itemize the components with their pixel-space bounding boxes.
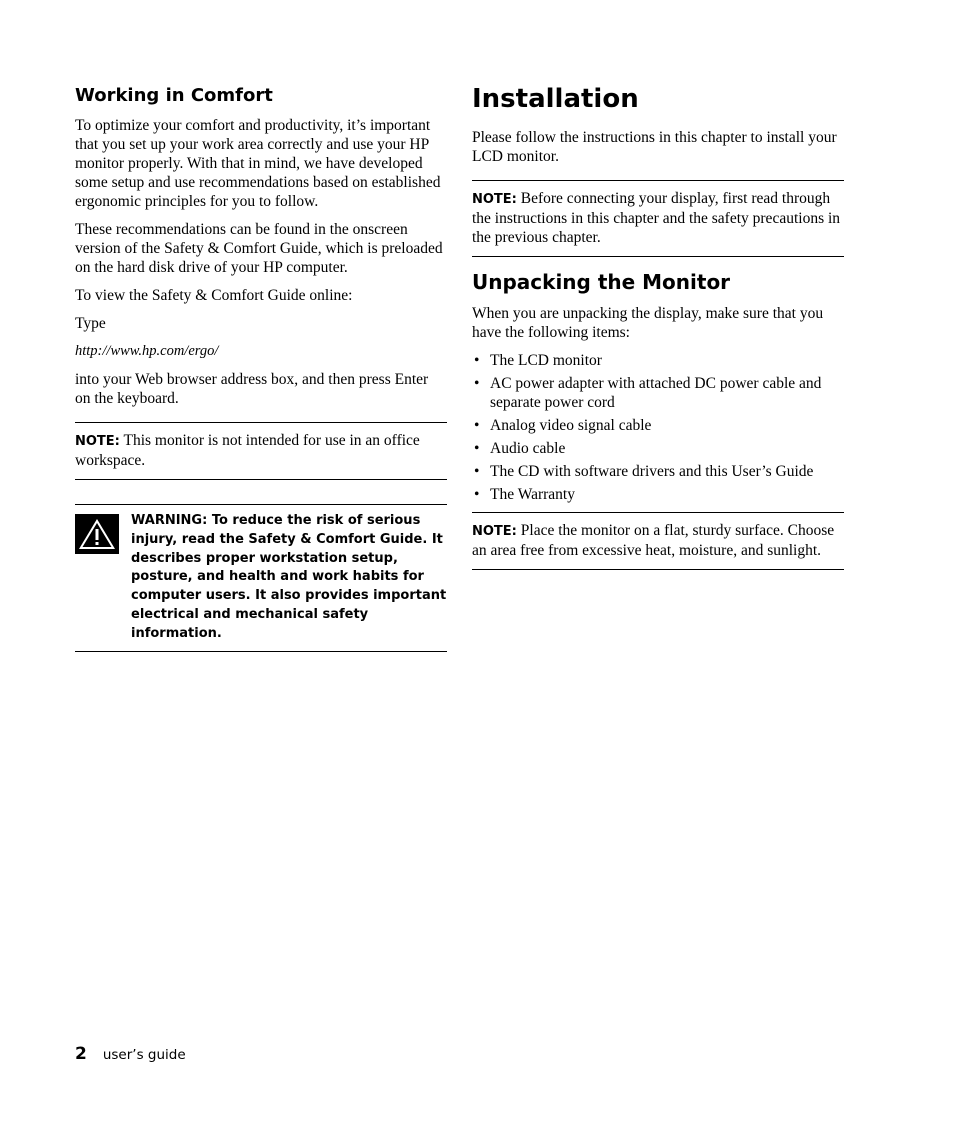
note-workspace	[75, 431, 445, 470]
note-box-workspace	[75, 422, 447, 480]
bullet-icon: •	[474, 417, 480, 434]
note-text: This monitor is not intended for use in an office workspace.	[75, 432, 420, 469]
bullet-icon: •	[474, 352, 480, 369]
comfort-paragraph-3: To view the Safety & Comfort Guide online:	[75, 287, 353, 304]
note-label: NOTE:	[75, 434, 120, 449]
comfort-paragraph-5: into your Web browser address box, and then press Enter on the keyboard.	[75, 371, 429, 407]
note-box-before-connecting	[472, 180, 844, 257]
list-item: • Analog video signal cable	[474, 417, 652, 434]
guide-label: user’s guide	[102, 1047, 186, 1063]
warning-box	[75, 504, 447, 652]
list-item: • AC power adapter with attached DC power cable and separate power cord	[474, 375, 822, 411]
unpacking-intro: When you are unpacking the display, make sure that you have the following items:	[472, 305, 824, 341]
note-label: NOTE:	[472, 524, 517, 539]
warning-triangle-icon	[75, 514, 119, 554]
note-before-connecting	[472, 189, 842, 247]
section-heading-working-in-comfort: Working in Comfort	[75, 85, 273, 106]
comfort-paragraph-1: To optimize your comfort and productivity, it’s important that you set up your work area correctly and use your HP monitor properly. With that in mind, we have developed some setup and use recommendations based on established ergonomic principles for you to follow.	[75, 117, 441, 210]
installation-intro: Please follow the instructions in this chapter to install your LCD monitor.	[472, 129, 837, 165]
list-item: • The Warranty	[474, 486, 575, 503]
bullet-icon: •	[474, 440, 480, 457]
note-text: Before connecting your display, first read through the instructions in this chapter and the safety precautions in the previous chapter.	[472, 190, 841, 246]
list-item: • The LCD monitor	[474, 352, 602, 369]
note-text: Place the monitor on a flat, sturdy surface. Choose an area free from excessive heat, moisture, and sunlight.	[472, 522, 835, 559]
note-box-placement	[472, 512, 844, 570]
note-placement	[472, 521, 842, 560]
right-column	[472, 84, 844, 570]
warning-text: WARNING: To reduce the risk of serious injury, read the Safety & Comfort Guide. It describes proper workstation setup, posture, and health and work habits for computer users. It also provides important electrical and mechanical safety information.	[131, 513, 447, 641]
list-item: • Audio cable	[474, 440, 566, 457]
note-label: NOTE:	[472, 192, 517, 207]
list-item: • The CD with software drivers and this User’s Guide	[474, 463, 814, 480]
left-column	[75, 84, 447, 652]
bullet-icon: •	[474, 486, 480, 503]
ergo-url: http://www.hp.com/ergo/	[75, 343, 219, 359]
page-footer	[75, 1044, 186, 1064]
package-contents-list	[472, 351, 844, 504]
comfort-paragraph-type: Type	[75, 315, 106, 332]
bullet-icon: •	[474, 375, 480, 392]
comfort-paragraph-2: These recommendations can be found in the onscreen version of the Safety & Comfort Guide, which is preloaded on the hard disk drive of your HP computer.	[75, 221, 443, 276]
chapter-title: Installation	[472, 84, 639, 114]
page-number: 2	[75, 1044, 87, 1064]
bullet-icon: •	[474, 463, 480, 480]
section-heading-unpacking: Unpacking the Monitor	[472, 270, 731, 294]
